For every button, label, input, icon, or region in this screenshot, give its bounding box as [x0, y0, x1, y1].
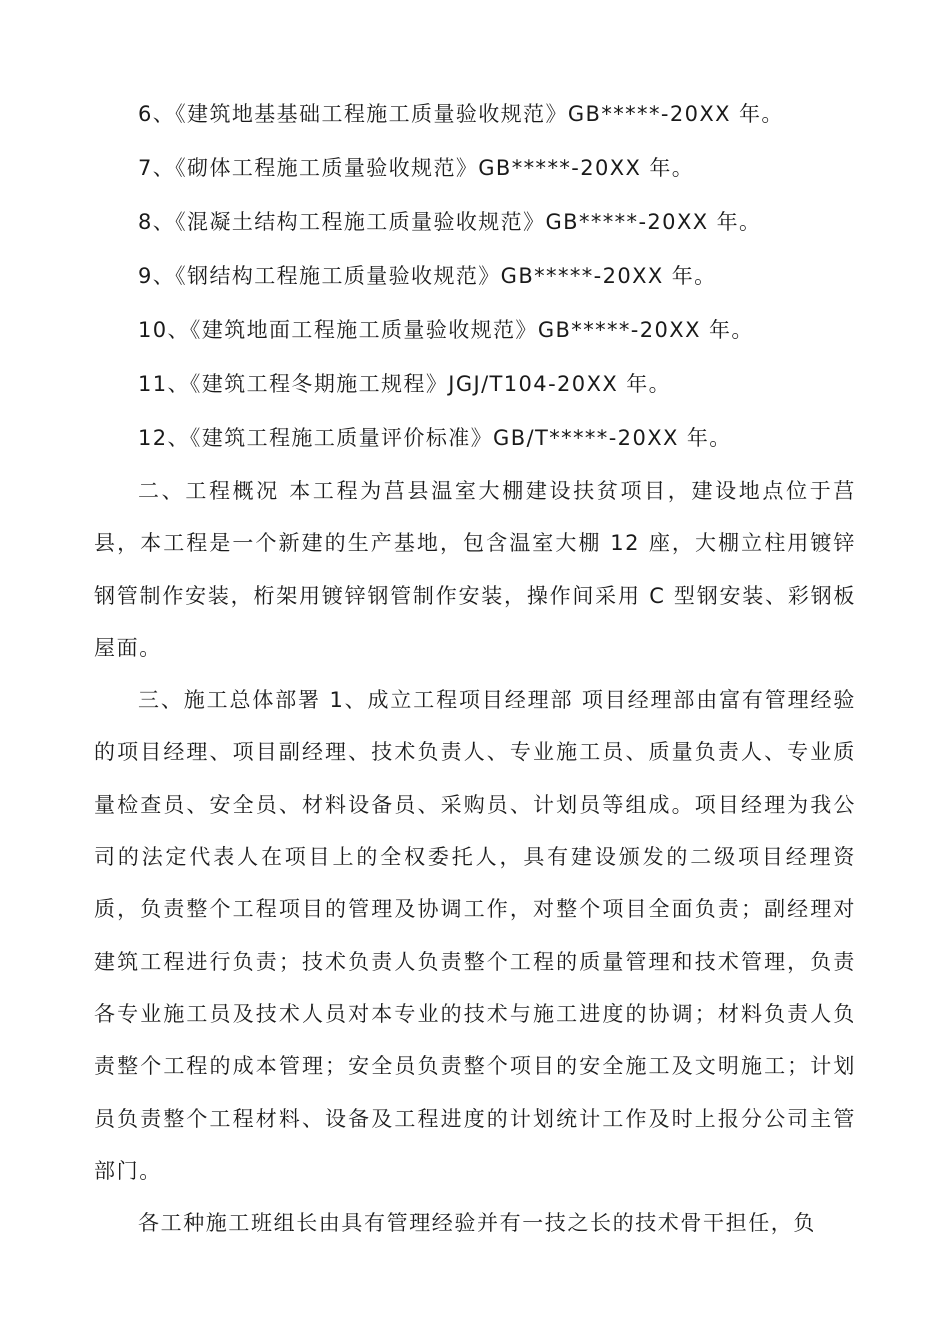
reference-item-6: 6、《建筑地基基础工程施工质量验收规范》GB*****-20XX 年。 [138, 102, 784, 126]
reference-item-11: 11、《建筑工程冬期施工规程》JGJ/T104-20XX 年。 [138, 372, 672, 396]
reference-item-9: 9、《钢结构工程施工质量验收规范》GB*****-20XX 年。 [138, 264, 717, 288]
reference-item-10: 10、《建筑地面工程施工质量验收规范》GB*****-20XX 年。 [138, 318, 754, 342]
reference-item-7: 7、《砌体工程施工质量验收规范》GB*****-20XX 年。 [138, 156, 695, 180]
reference-item-8: 8、《混凝土结构工程施工质量验收规范》GB*****-20XX 年。 [138, 210, 762, 234]
paragraph-team-leaders: 各工种施工班组长由具有管理经验并有一技之长的技术骨干担任，负 [138, 1211, 816, 1236]
document-body [94, 87, 856, 1249]
paragraph-construction-deployment: 三、施工总体部署 1、成立工程项目经理部 项目经理部由富有管理经验的项目经理、项目副经理、技术负责人、专业施工员、质量负责人、专业质量检查员、安全员、材料设备员、采购员、计划员等组成。项目经理为我公司的法定代表人在项目上的全权委托人，具有建设颁发的二级项目经理资质，负责整个工程项目的管理及协调工作，对整个项目全面负责；副经理对建筑工程进行负责；技术负责人负责整个工程的质量管理和技术管理，负责各专业施工员及技术人员对本专业的技术与施工进度的协调；材料负责人负责整个工程的成本管理；安全员负责整个项目的安全施工及文明施工；计划员负责整个工程材料、设备及工程进度的计划统计工作及时上报分公司主管部门。 [94, 688, 856, 1183]
reference-item-12: 12、《建筑工程施工质量评价标准》GB/T*****-20XX 年。 [138, 426, 732, 450]
paragraph-project-overview: 二、工程概况 本工程为莒县温室大棚建设扶贫项目，建设地点位于莒县，本工程是一个新建的生产基地，包含温室大棚 12 座，大棚立柱用镀锌钢管制作安装，桁架用镀锌钢管制作安装，操作间采用 C 型钢安装、彩钢板屋面。 [94, 479, 856, 660]
